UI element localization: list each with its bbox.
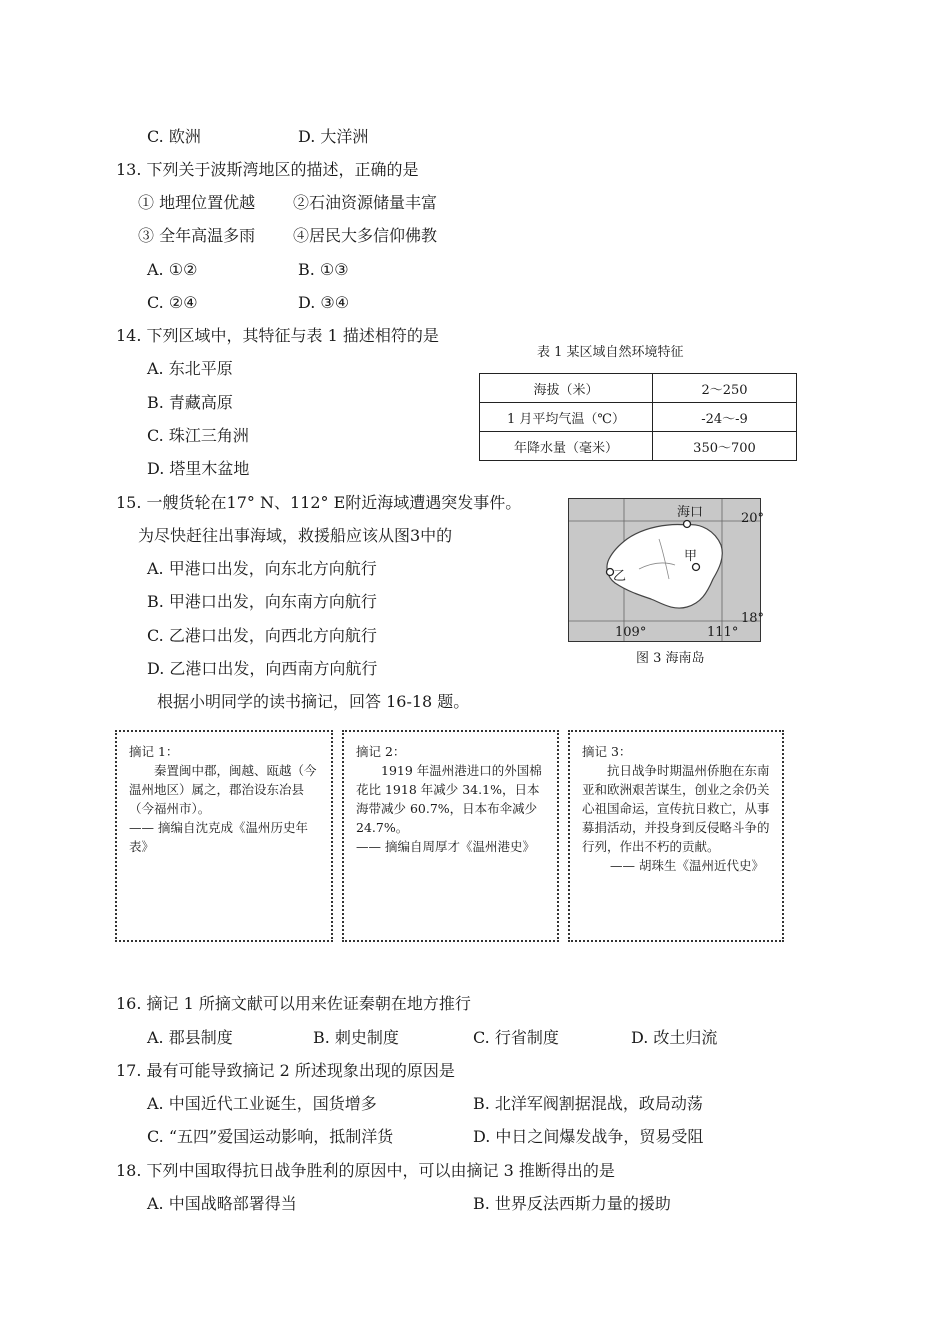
q13-option-d: D. ③④ <box>298 293 350 312</box>
q16-option-a: A. 郡县制度 <box>147 1028 233 1047</box>
q15-stem: 15. 一艘货轮在17° N、112° E附近海域遭遇突发事件。 <box>116 493 522 512</box>
reading-notes-intro: 根据小明同学的读书摘记，回答 16-18 题。 <box>157 692 470 711</box>
hainan-island-drawing <box>569 499 760 641</box>
q12-option-d: D. 大洋洲 <box>298 127 369 146</box>
map-label-jia: 甲 <box>684 549 698 564</box>
q13-option-b: B. ①③ <box>298 260 349 279</box>
note-body: 秦置闽中郡，闽越、瓯越（今温州地区）属之，郡治设东冶县（今福州市）。 <box>129 763 317 816</box>
note-title: 摘记 2： <box>356 744 406 759</box>
map-caption: 图 3 海南岛 <box>636 651 705 666</box>
map-label-haikou: 海口 <box>677 505 704 520</box>
q16-option-d: D. 改土归流 <box>631 1028 718 1047</box>
q13-statement-2: ②石油资源储量丰富 <box>293 193 438 212</box>
q13-statement-3: ③ 全年高温多雨 <box>138 226 256 245</box>
note-card-2 <box>342 730 559 942</box>
q12-option-c: C. 欧洲 <box>147 127 201 146</box>
table-cell-value: 350～700 <box>653 432 797 461</box>
q13-statement-1: ① 地理位置优越 <box>138 193 256 212</box>
table-cell-key: 1 月平均气温（℃） <box>480 403 653 432</box>
table-row <box>480 374 797 403</box>
q15-option-b: B. 甲港口出发，向东南方向航行 <box>147 592 377 611</box>
note-title: 摘记 3： <box>582 744 632 759</box>
q18-option-b: B. 世界反法西斯力量的援助 <box>473 1194 671 1213</box>
q15-option-a: A. 甲港口出发，向东北方向航行 <box>147 559 377 578</box>
map-label-18n: 18° <box>741 611 765 626</box>
map-label-109e: 109° <box>615 625 647 640</box>
q16-stem: 16. 摘记 1 所摘文献可以用来佐证秦朝在地方推行 <box>116 994 471 1013</box>
note-source: —— 胡珠生《温州近代史》 <box>610 858 764 873</box>
table-cell-value: 2～250 <box>653 374 797 403</box>
q15-stem-2: 为尽快赶往出事海域，救援船应该从图3中的 <box>138 526 453 545</box>
q17-option-a: A. 中国近代工业诞生，国货增多 <box>147 1094 377 1113</box>
note-card-1 <box>115 730 333 942</box>
note-card-3 <box>568 730 784 942</box>
q14-option-c: C. 珠江三角洲 <box>147 426 249 445</box>
q14-option-b: B. 青藏高原 <box>147 393 233 412</box>
note-body: 1919 年温州港进口的外国棉花比 1918 年减少 34.1%，日本海带减少 60.7%，日本布伞减少 24.7%。 <box>356 763 542 835</box>
map-label-111e: 111° <box>707 625 739 640</box>
q13-statement-4: ④居民大多信仰佛教 <box>293 226 438 245</box>
q17-stem: 17. 最有可能导致摘记 2 所述现象出现的原因是 <box>116 1061 455 1080</box>
q13-option-a: A. ①② <box>147 260 198 279</box>
q17-option-d: D. 中日之间爆发战争，贸易受阻 <box>473 1127 704 1146</box>
environment-table <box>479 373 797 461</box>
q14-stem: 14. 下列区域中，其特征与表 1 描述相符的是 <box>116 326 439 345</box>
q18-option-a: A. 中国战略部署得当 <box>147 1194 297 1213</box>
q17-option-c: C. “五四”爱国运动影响，抵制洋货 <box>147 1127 394 1146</box>
q14-option-a: A. 东北平原 <box>147 359 233 378</box>
q15-option-d: D. 乙港口出发，向西南方向航行 <box>147 659 378 678</box>
note-source: —— 摘编自周厚才《温州港史》 <box>356 839 535 854</box>
table-cell-value: -24～-9 <box>653 403 797 432</box>
table-row <box>480 403 797 432</box>
q16-option-c: C. 行省制度 <box>473 1028 559 1047</box>
q15-option-c: C. 乙港口出发，向西北方向航行 <box>147 626 377 645</box>
q17-option-b: B. 北洋军阀割据混战，政局动荡 <box>473 1094 703 1113</box>
q13-option-c: C. ②④ <box>147 293 198 312</box>
map-label-yi: 乙 <box>613 569 627 584</box>
q18-stem: 18. 下列中国取得抗日战争胜利的原因中，可以由摘记 3 推断得出的是 <box>116 1161 615 1180</box>
q13-stem: 13. 下列关于波斯湾地区的描述，正确的是 <box>116 160 419 179</box>
note-title: 摘记 1： <box>129 744 179 759</box>
q14-option-d: D. 塔里木盆地 <box>147 459 250 478</box>
hainan-map <box>568 498 765 642</box>
note-source: —— 摘编自沈克成《温州历史年表》 <box>129 820 308 854</box>
note-body: 抗日战争时期温州侨胞在东南亚和欧洲艰苦谋生，创业之余仍关心祖国命运，宣传抗日救亡，从事募捐活动，并投身到反侵略斗争的行列，作出不朽的贡献。 <box>582 763 770 854</box>
table-row <box>480 432 797 461</box>
map-label-20n: 20° <box>741 511 765 526</box>
table-cell-key: 年降水量（毫米） <box>480 432 653 461</box>
table-cell-key: 海拔（米） <box>480 374 653 403</box>
q16-option-b: B. 刺史制度 <box>313 1028 399 1047</box>
table1-caption: 表 1 某区域自然环境特征 <box>537 345 684 360</box>
